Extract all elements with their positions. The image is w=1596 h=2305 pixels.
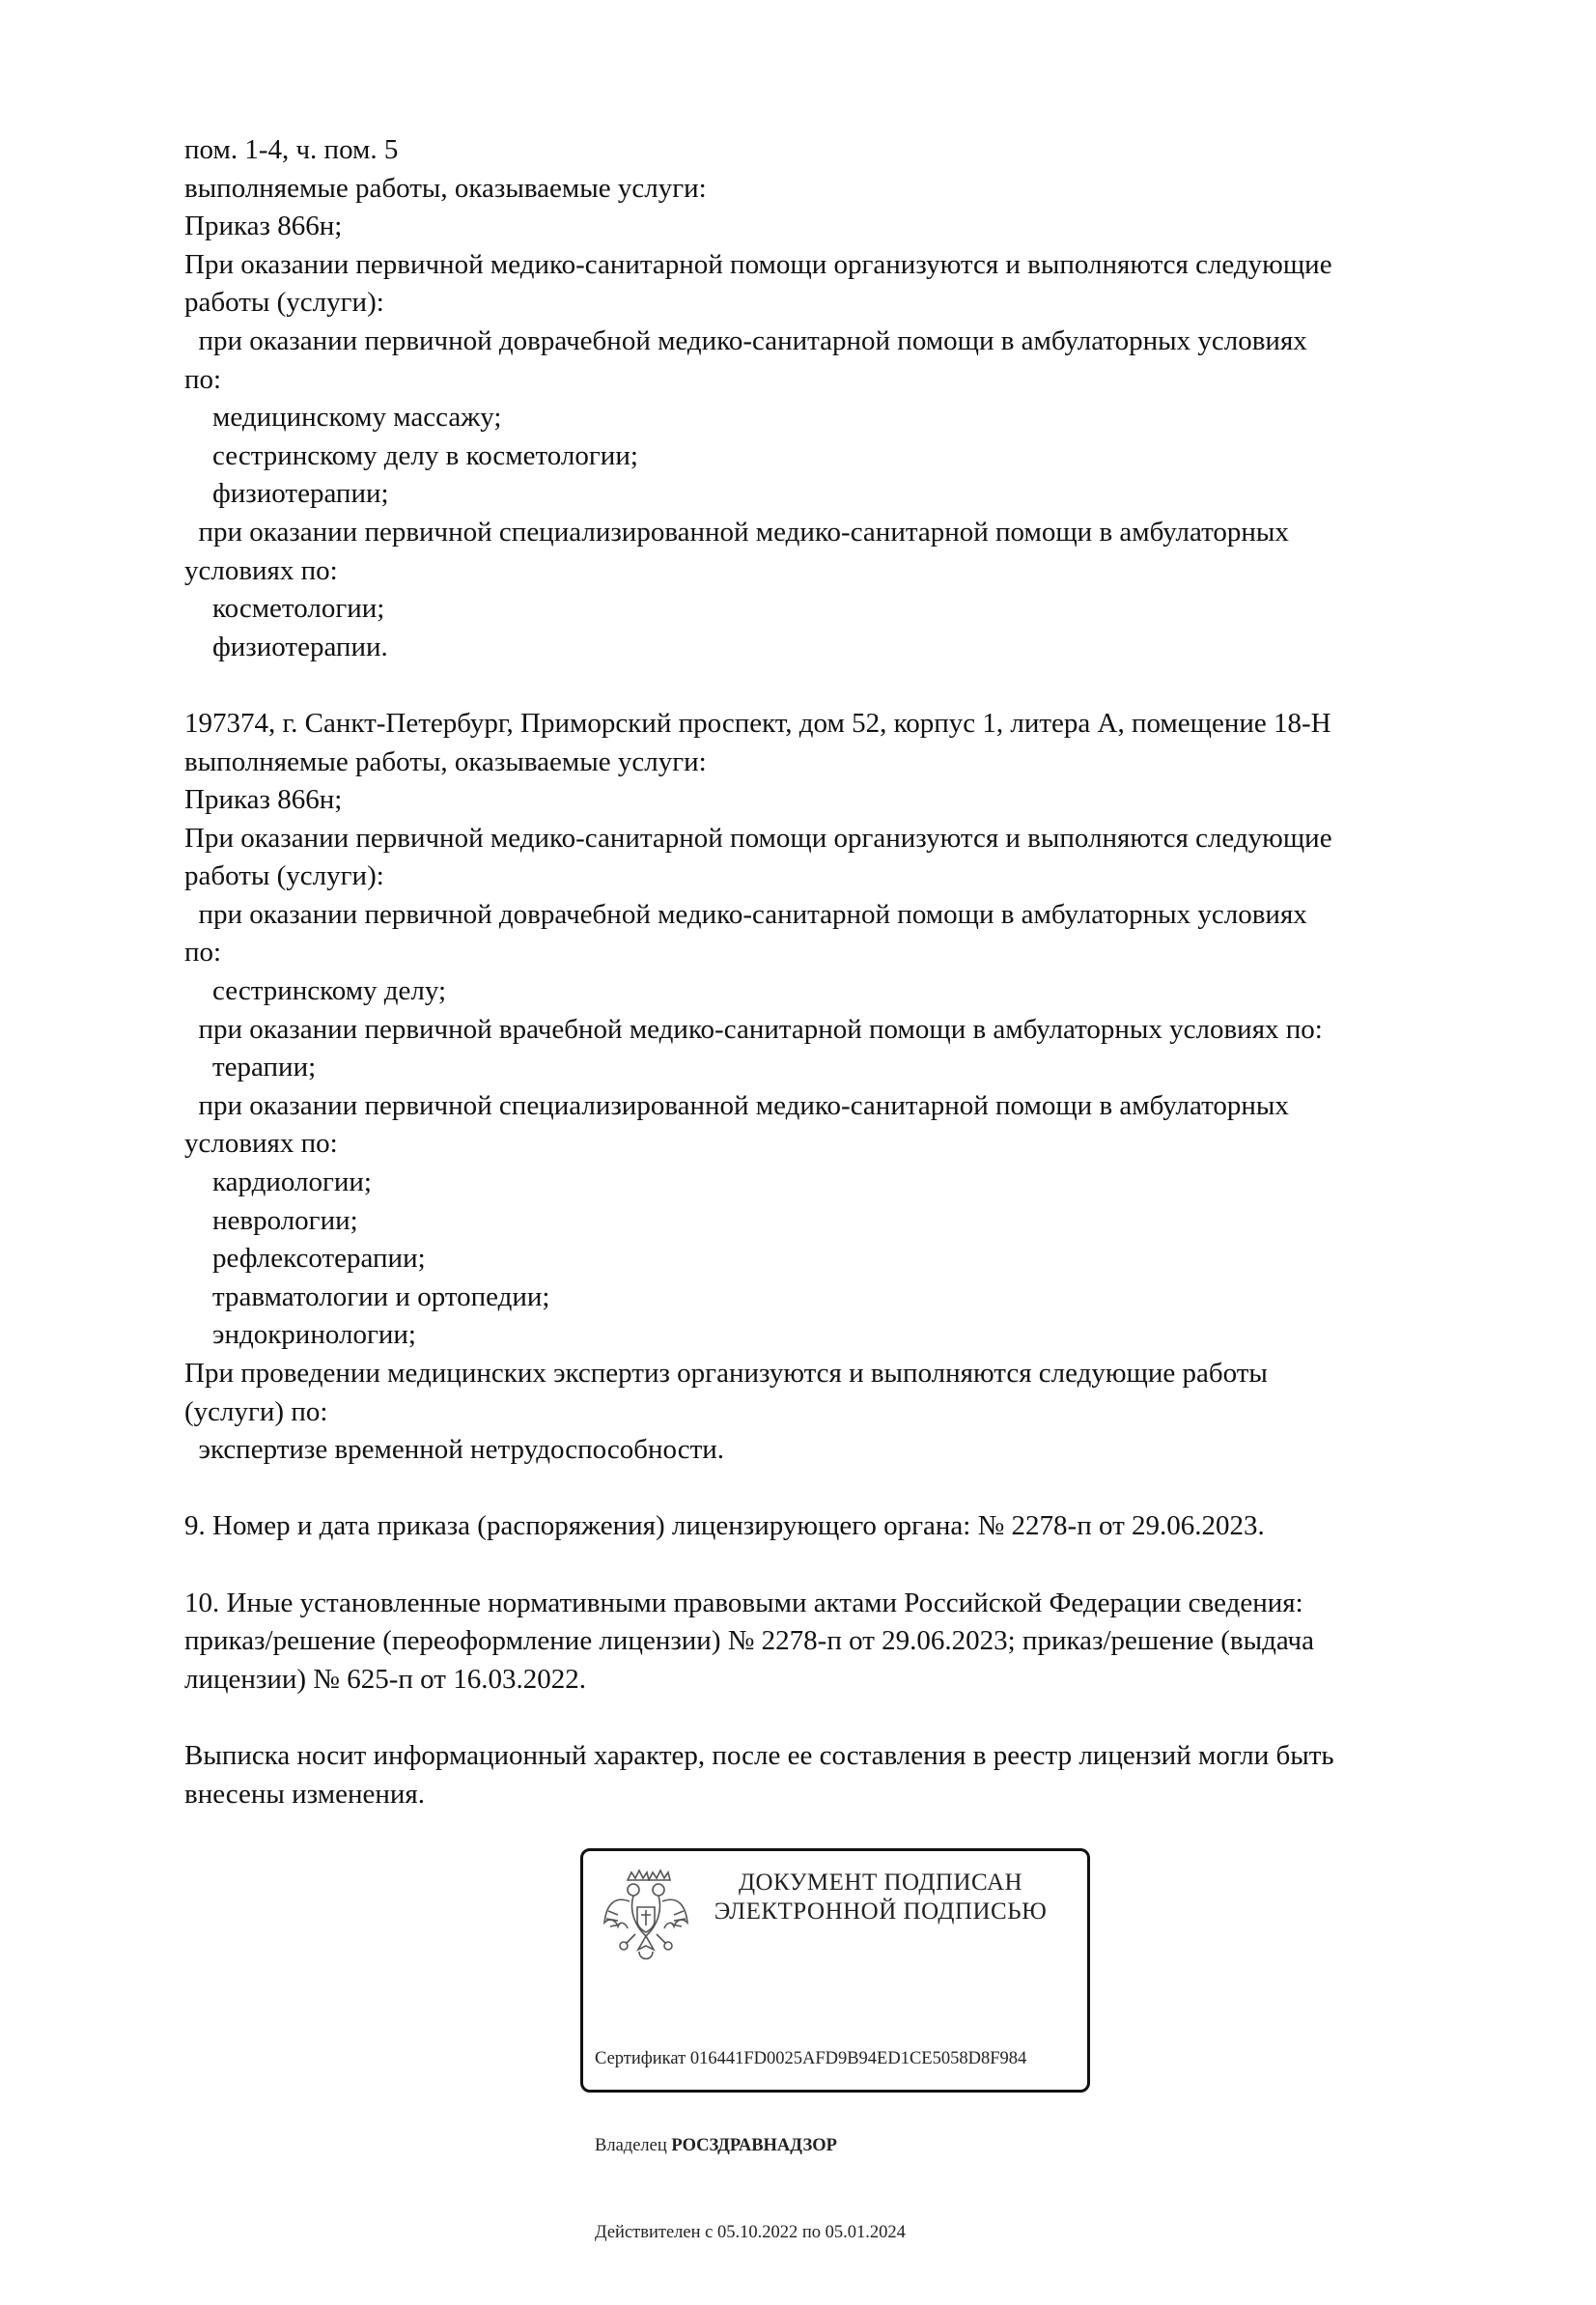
certificate-row <box>595 2044 1026 2073</box>
text-line: по: <box>184 937 222 969</box>
text-line: 10. Иные установленные нормативными правовыми актами Российской Федерации сведения: <box>184 1587 1303 1618</box>
text-line: физиотерапии; <box>184 478 389 510</box>
text-line: Выписка носит информационный характер, после ее составления в реестр лицензий могли быть <box>184 1739 1334 1771</box>
text-line: При оказании первичной медико-санитарной помощи организуются и выполняются следующие <box>184 822 1332 854</box>
text-line: неврологии; <box>184 1204 358 1236</box>
text-line: косметологии; <box>184 593 385 625</box>
owner-row <box>595 2131 1026 2160</box>
text-line: работы (услуги): <box>184 287 384 319</box>
text-line: приказ/решение (переоформление лицензии) № 2278-п от 29.06.2023; приказ/решение (выдача <box>184 1625 1314 1657</box>
text-line: лицензии) № 625-п от 16.03.2022. <box>184 1663 586 1695</box>
text-line: при оказании первичной врачебной медико-санитарной помощи в амбулаторных условиях по: <box>184 1013 1323 1045</box>
text-line: 197374, г. Санкт-Петербург, Приморский проспект, дом 52, корпус 1, литера А, помещение 18-Н <box>184 707 1331 739</box>
text-line: сестринскому делу; <box>184 975 447 1007</box>
validity-row: Действителен с 05.10.2022 по 05.01.2024 <box>595 2223 906 2242</box>
text-line: при оказании первичной специализированной медико-санитарной помощи в амбулаторных <box>184 516 1289 548</box>
owner-label: Владелец <box>595 2136 667 2155</box>
text-line: Приказ 866н; <box>184 784 343 816</box>
text-line: 9. Номер и дата приказа (распоряжения) лицензирующего органа: № 2278-п от 29.06.2023. <box>184 1510 1265 1542</box>
text-line: травматологии и ортопедии; <box>184 1280 550 1312</box>
certificate-value: 016441FD0025AFD9B94ED1CE5058D8F984 <box>689 2049 1027 2068</box>
stamp-title-line2: ЭЛЕКТРОННОЙ ПОДПИСЬЮ <box>714 1898 1048 1925</box>
text-line: (услуги) по: <box>184 1395 328 1427</box>
text-line: при оказании первичной доврачебной медико-санитарной помощи в амбулаторных условиях <box>184 324 1307 356</box>
text-line: физиотерапии. <box>184 631 388 662</box>
paragraph-gap <box>184 1470 1526 1508</box>
text-line: пом. 1-4, ч. пом. 5 <box>184 134 399 165</box>
text-line: выполняемые работы, оказываемые услуги: <box>184 745 707 777</box>
text-line: медицинскому массажу; <box>184 402 502 434</box>
paragraph-gap <box>184 1546 1526 1585</box>
text-line: экспертизе временной нетрудоспособности. <box>184 1434 725 1466</box>
text-line: При проведении медицинских экспертиз организуются и выполняются следующие работы <box>184 1358 1268 1389</box>
text-line: условиях по: <box>184 1128 338 1160</box>
stamp-details <box>595 1986 1026 2305</box>
stamp-title <box>697 1869 1064 1926</box>
coat-of-arms-icon <box>601 1867 691 1975</box>
paragraph-gap <box>184 666 1526 705</box>
text-line: по: <box>184 363 222 395</box>
text-line: эндокринологии; <box>184 1319 416 1351</box>
text-line: условиях по: <box>184 554 338 586</box>
text-line: выполняемые работы, оказываемые услуги: <box>184 172 707 204</box>
text-line: Приказ 866н; <box>184 211 343 242</box>
document-body <box>184 131 1526 1813</box>
text-line: при оказании первичной доврачебной медико-санитарной помощи в амбулаторных условиях <box>184 898 1307 930</box>
electronic-signature-stamp <box>580 1848 1090 2242</box>
text-line: При оказании первичной медико-санитарной помощи организуются и выполняются следующие <box>184 248 1332 280</box>
text-line: терапии; <box>184 1052 317 1083</box>
text-line: работы (услуги): <box>184 860 384 892</box>
text-line: кардиологии; <box>184 1167 372 1198</box>
text-line: сестринскому делу в косметологии; <box>184 439 638 471</box>
owner-value: РОСЗДРАВНАДЗОР <box>671 2136 837 2155</box>
paragraph-gap <box>184 1699 1526 1737</box>
text-line: внесены изменения. <box>184 1778 425 1810</box>
text-line: при оказании первичной специализированной медико-санитарной помощи в амбулаторных <box>184 1089 1289 1121</box>
certificate-label: Сертификат <box>595 2049 686 2068</box>
stamp-title-line1: ДОКУМЕНТ ПОДПИСАН <box>738 1869 1023 1896</box>
text-line: рефлексотерапии; <box>184 1243 426 1275</box>
